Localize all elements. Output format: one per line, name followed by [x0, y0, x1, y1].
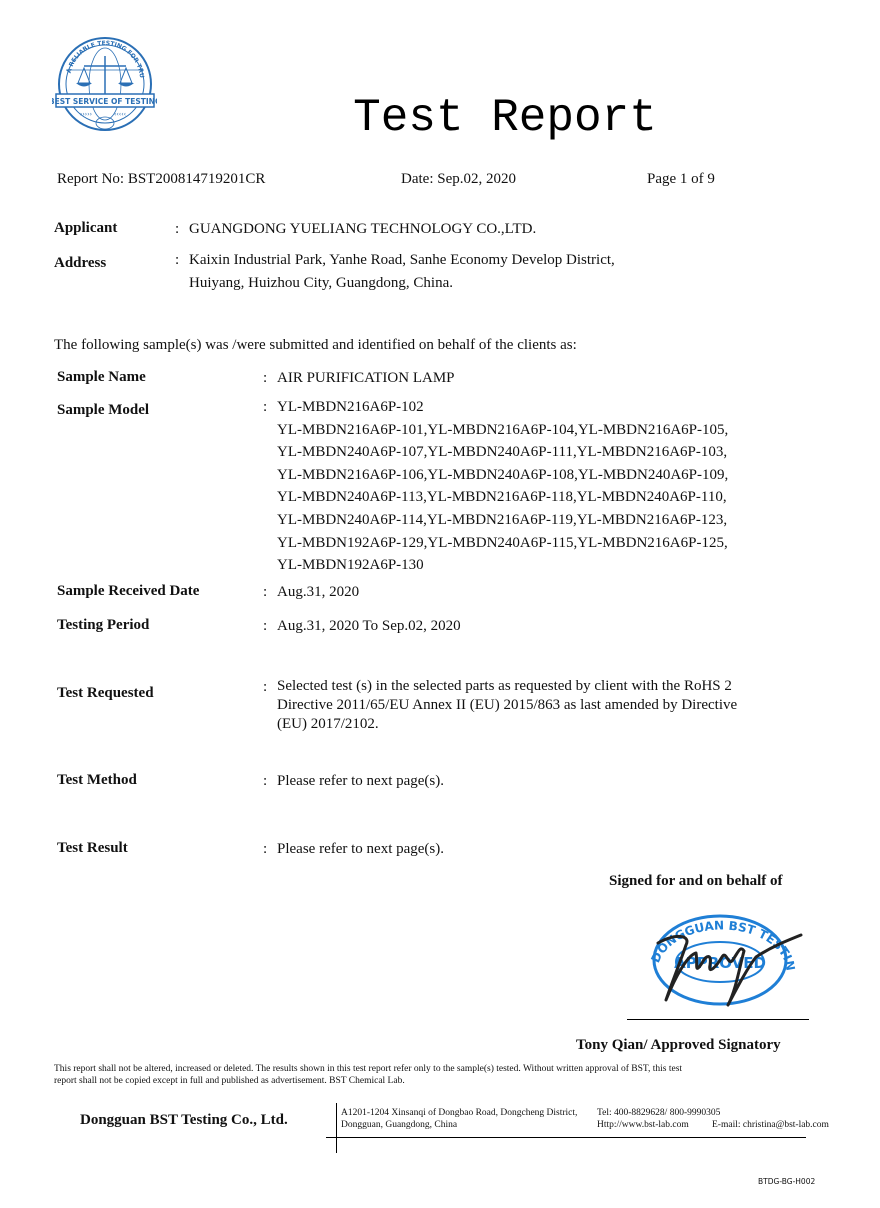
- page-title: Test Report: [353, 92, 657, 144]
- sample-model-line: YL-MBDN192A6P-129,YL-MBDN240A6P-115,YL-MBDN216A6P-125,: [277, 534, 728, 551]
- svg-text:‹‹‹‹‹: ‹‹‹‹‹: [114, 111, 126, 118]
- sample-model-line: YL-MBDN216A6P-106,YL-MBDN240A6P-108,YL-MBDN240A6P-109,: [277, 466, 729, 483]
- footer-address-line: Dongguan, Guangdong, China: [341, 1120, 458, 1130]
- test-requested-line: Directive 2011/65/EU Annex II (EU) 2015/863 as last amended by Directive: [277, 697, 738, 713]
- received-date-value: Aug.31, 2020: [277, 584, 360, 600]
- sample-name-label: Sample Name: [57, 369, 146, 385]
- svg-text:A RELIABLE TESTING FOR TRUST: A RELIABLE TESTING FOR TRU: [65, 39, 145, 79]
- intro-text: The following sample(s) was /were submitted and identified on behalf of the clients as:: [54, 337, 577, 353]
- address-label: Address: [54, 255, 107, 271]
- sample-name-colon: :: [263, 370, 268, 386]
- test-requested-label: Test Requested: [57, 685, 154, 701]
- footer-address: [341, 1107, 577, 1131]
- page-indicator: Page 1 of 9: [647, 171, 715, 187]
- sample-model-label: Sample Model: [57, 402, 150, 418]
- disclaimer-line: report shall not be copied except in full and published as advertisement. BST Chemical Lab.: [54, 1076, 405, 1086]
- sample-model-line: YL-MBDN192A6P-130: [277, 557, 424, 574]
- sample-name-value: AIR PURIFICATION LAMP: [277, 370, 455, 386]
- disclaimer-line: This report shall not be altered, increased or deleted. The results shown in this test report refer only to the sample(s) tested. Without written approval of BST, this test: [54, 1064, 683, 1074]
- sample-model-line: YL-MBDN216A6P-101,YL-MBDN216A6P-104,YL-MBDN216A6P-105,: [277, 421, 729, 438]
- applicant-value: GUANGDONG YUELIANG TECHNOLOGY CO.,LTD.: [189, 221, 537, 237]
- svg-text:›››››: ›››››: [80, 111, 92, 118]
- svg-text:DONGGUAN BST TESTING CO.,LTD: DONGGUAN BST TESTIN: [648, 918, 798, 972]
- received-date-label: Sample Received Date: [57, 583, 200, 599]
- address-line: Kaixin Industrial Park, Yanhe Road, Sanhe Economy Develop District,: [189, 252, 615, 268]
- test-requested-line: Selected test (s) in the selected parts as requested by client with the RoHS 2: [277, 678, 732, 694]
- test-result-colon: :: [263, 841, 268, 857]
- address-colon: :: [175, 252, 180, 268]
- received-date-colon: :: [263, 584, 268, 600]
- test-requested-line: (EU) 2017/2102.: [277, 716, 379, 732]
- footer-tel: Tel: 400-8829628/ 800-9990305: [597, 1108, 721, 1118]
- test-method-label: Test Method: [57, 772, 137, 788]
- testing-period-label: Testing Period: [57, 617, 150, 633]
- footer-vertical-divider: [336, 1103, 337, 1153]
- sample-model-line: YL-MBDN240A6P-113,YL-MBDN216A6P-118,YL-MBDN240A6P-110,: [277, 489, 727, 506]
- footer-horizontal-divider: [326, 1137, 806, 1138]
- report-number: Report No: BST200814719201CR: [57, 171, 266, 187]
- testing-period-value: Aug.31, 2020 To Sep.02, 2020: [277, 618, 461, 634]
- signature-line: [627, 1019, 809, 1020]
- signatory-name: Tony Qian/ Approved Signatory: [576, 1037, 781, 1053]
- test-method-colon: :: [263, 773, 268, 789]
- test-requested-colon: :: [263, 679, 268, 695]
- sample-model-list: [277, 396, 728, 577]
- applicant-label: Applicant: [54, 220, 118, 236]
- footer-address-line: A1201-1204 Xinsanqi of Dongbao Road, Dongcheng District,: [341, 1108, 578, 1118]
- svg-text:APPROVED: APPROVED: [674, 954, 766, 972]
- signed-for-text: Signed for and on behalf of: [609, 873, 783, 889]
- address-value: [189, 249, 615, 294]
- test-result-value: Please refer to next page(s).: [277, 841, 445, 857]
- footer-company-name: Dongguan BST Testing Co., Ltd.: [80, 1112, 288, 1128]
- approval-stamp: [636, 905, 816, 1015]
- test-method-value: Please refer to next page(s).: [277, 773, 445, 789]
- document-code: BTDG-BG-H002: [758, 1177, 816, 1186]
- sample-model-line: YL-MBDN216A6P-102: [277, 399, 424, 415]
- test-requested-value: [277, 677, 737, 734]
- svg-text:BEST SERVICE OF TESTING: BEST SERVICE OF TESTING: [52, 97, 157, 106]
- disclaimer: [54, 1063, 814, 1087]
- test-result-label: Test Result: [57, 840, 128, 856]
- sample-model-line: YL-MBDN240A6P-114,YL-MBDN216A6P-119,YL-MBDN216A6P-123,: [277, 511, 728, 528]
- sample-model-colon: :: [263, 399, 268, 415]
- approved-stamp-icon: [636, 905, 816, 1015]
- report-date: Date: Sep.02, 2020: [401, 171, 516, 187]
- footer-email-link[interactable]: E-mail: christina@bst-lab.com: [712, 1120, 829, 1130]
- testing-period-colon: :: [263, 618, 268, 634]
- sample-model-line: YL-MBDN240A6P-107,YL-MBDN240A6P-111,YL-MBDN216A6P-103,: [277, 444, 728, 461]
- footer-website-link[interactable]: Http://www.bst-lab.com: [597, 1120, 689, 1130]
- applicant-colon: :: [175, 221, 180, 237]
- address-line: Huiyang, Huizhou City, Guangdong, China.: [189, 274, 454, 291]
